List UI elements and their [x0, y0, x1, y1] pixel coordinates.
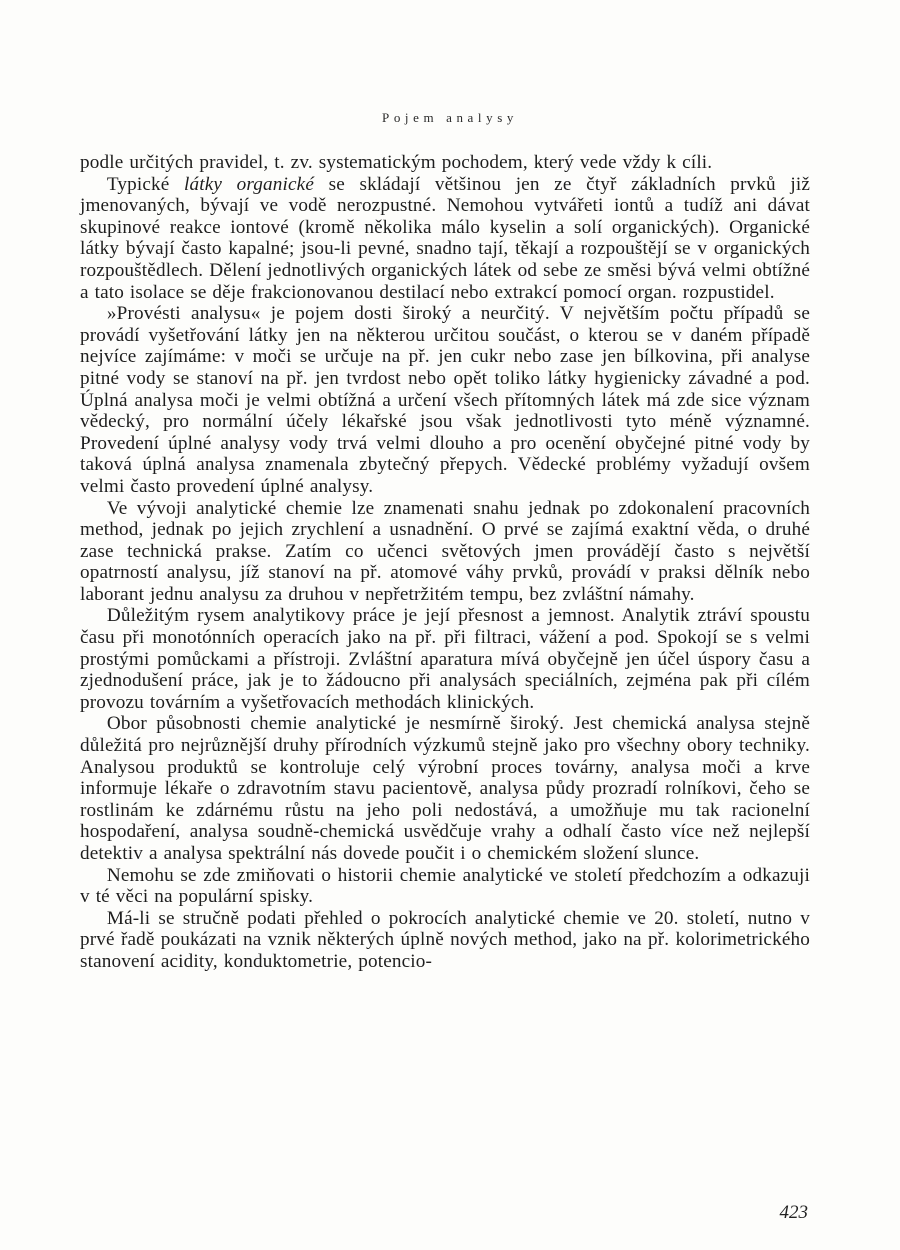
paragraph-text: se skládají většinou jen ze čtyř základních prvků již jmenovaných, bývají ve vodě nerozpustné. Nemohou vytvářeti iontů a tudíž ani dávat skupinové reakce iontové (kromě několika málo kyselin a solí organických). Organické látky bývají často kapalné; jsou-li pevné, snadno tají, těkají a rozpouštějí se v organických rozpouštědlech. Dělení jednotlivých organických látek od sebe ze směsi bývá velmi obtížné a tato isolace se děje frakcionovanou destilací nebo extrakcí pomocí organ. rozpustidel.	[80, 173, 810, 303]
paragraph-text: podle určitých pravidel, t. zv. systematickým pochodem, který vede vždy k cíli.	[80, 152, 713, 173]
paragraph-analysis-concept	[80, 303, 810, 497]
paragraph-organic-compounds	[80, 174, 810, 304]
paragraph-development	[80, 498, 810, 606]
paragraph-text: Nemohu se zde zmiňovati o historii chemie analytické ve století předchozím a odkazuji v té věci na populární spisky.	[80, 864, 810, 908]
paragraph-text: Typické	[106, 173, 185, 195]
body-text	[80, 152, 810, 973]
paragraph-history	[80, 865, 810, 908]
paragraph-text: Má-li se stručně podati přehled o pokrocích analytické chemie ve 20. století, nutno v prvé řadě poukázati na vznik některých úplně nových method, jako na př. kolorimetrického stanovení acidity, konduktometrie, potencio-	[80, 907, 810, 972]
page-number: 423	[779, 1202, 808, 1223]
paragraph-precision	[80, 605, 810, 713]
paragraph-text: Obor působnosti chemie analytické je nesmírně široký. Jest chemická analysa stejně důležitá pro nejrůznější druhy přírodních výzkumů stejně jako pro všechny obory techniky. Analysou produktů se kontroluje celý výrobní proces továrny, analysa moči a krve informuje lékaře o zdravotním stavu pacientově, analysa půdy prozradí rolníkovi, čeho se rostlinám ke zdárnému růstu na jeho poli nedostává, a umožňuje mu tak racionelní hospodaření, analysa soudně-chemická usvědčuje vrahy a odhalí často více než nejlepší detektiv a analysa spektrální nás dovede poučit i o chemickém složení slunce.	[80, 713, 810, 864]
paragraph-text: »Provésti analysu« je pojem dosti široký a neurčitý. V největším počtu případů se provádí vyšetřování látky jen na některou určitou součást, o kterou se v daném případě nejvíce zajímáme: v moči se určuje na př. jen cukr nebo zase jen bílkovina, při analyse pitné vody se stanoví na př. jen tvrdost nebo opět toliko látky hygienicky závadné a pod. Úplná analysa moči je velmi obtížná a určení všech přítomných látek má zde sice význam vědecký, pro normální účely lékařské jsou však jednotlivosti tyto méně významné. Provedení úplné analysy vody trvá velmi dlouho a pro ocenění obyčejné pitné vody by taková úplná analysa znamenala zbytečný přepych. Vědecké problémy vyžadují ovšem velmi často provedení úplné analysy.	[80, 303, 810, 497]
paragraph-text: Důležitým rysem analytikovy práce je její přesnost a jemnost. Analytik ztráví spoustu času při monotónních operacích jako na př. při filtraci, vážení a pod. Spokojí se s velmi prostými pomůckami a přístroji. Zvláštní aparatura mívá obyčejně jen účel úspory času a zjednodušení práce, jak je to žádoucno při analysách speciálních, zejména pak při cílém provozu továrním a vyšetřovacích methodách klinických.	[80, 605, 810, 713]
running-head: Pojem analysy	[382, 110, 518, 125]
paragraph-text: Ve vývoji analytické chemie lze znamenati snahu jednak po zdokonalení pracovních method, jednak po jejich zrychlení a usnadnění. O prvé se zajímá exaktní věda, o druhé zase technická prakse. Zatím co učenci světových jmen provádějí často s největší opatrností analysu, jíž stanoví na př. atomové váhy prvků, provádí v praksi dělník nebo laborant jednu analysu za druhou v nepřetržitém tempu, bez zvláštní námahy.	[80, 497, 810, 605]
emphasis-term: látky organické	[184, 173, 315, 195]
paragraph-scope	[80, 713, 810, 864]
paragraph-continuation	[80, 152, 810, 174]
paragraph-progress	[80, 908, 810, 973]
